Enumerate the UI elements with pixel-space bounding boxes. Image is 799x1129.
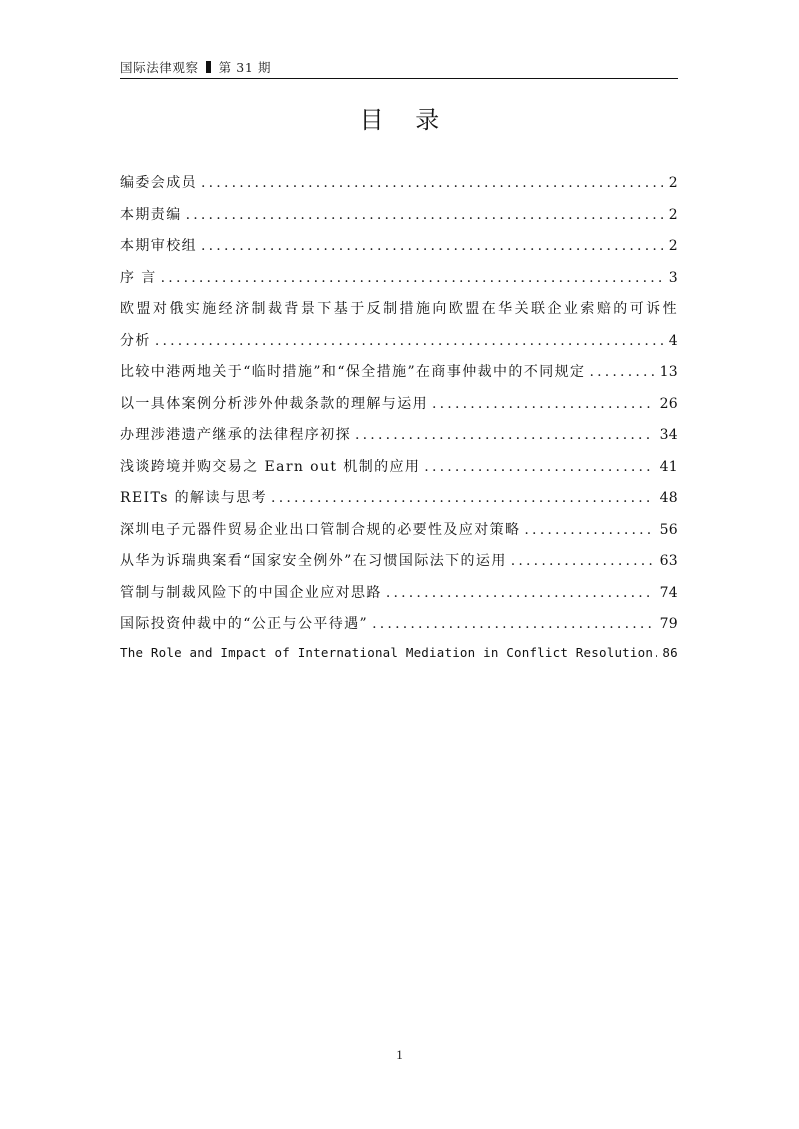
toc-entry-title-line1: 欧盟对俄实施经济制裁背景下基于反制措施向欧盟在华关联企业索赔的可诉性	[120, 301, 678, 317]
toc-entry-page: 86	[662, 644, 678, 660]
issue-number: 第 31 期	[218, 60, 272, 75]
toc-entry-title: 办理涉港遗产继承的法律程序初探	[120, 427, 351, 443]
toc-entry-preface[interactable]	[120, 267, 678, 299]
toc-entry-page: 56	[659, 521, 678, 538]
header-separator-bar	[206, 61, 211, 73]
dot-leader	[589, 364, 653, 380]
toc-entry-page: 63	[659, 553, 678, 569]
dot-leader	[201, 175, 663, 191]
toc-entry-eu-sanctions-article[interactable]	[120, 298, 678, 361]
header-rule	[120, 78, 678, 79]
toc-entry-title: REITs 的解读与思考	[120, 490, 268, 506]
running-header	[120, 58, 678, 76]
dot-leader	[271, 490, 654, 506]
dot-leader	[653, 645, 657, 660]
table-of-contents	[120, 172, 678, 676]
toc-entry-arbitration-clause-article[interactable]	[120, 393, 678, 425]
publication-name: 国际法律观察	[120, 60, 199, 75]
dot-leader	[432, 396, 654, 412]
page-number: 1	[396, 1047, 403, 1062]
toc-entry-international-mediation-article[interactable]	[120, 645, 678, 677]
toc-entry-editorial-board[interactable]	[120, 172, 678, 204]
toc-entry-title: 本期审校组	[120, 238, 197, 254]
dot-leader	[424, 459, 653, 475]
toc-entry-title: 序 言	[120, 269, 157, 286]
toc-entry-page: 2	[668, 238, 678, 254]
toc-entry-title: 深圳电子元器件贸易企业出口管制合规的必要性及应对策略	[120, 521, 521, 538]
toc-entry-page: 4	[668, 332, 678, 349]
dot-leader	[372, 616, 653, 632]
toc-entry-title: 比较中港两地关于“临时措施”和“保全措施”在商事仲裁中的不同规定	[120, 364, 586, 380]
page-title: 目 录	[359, 106, 452, 134]
toc-entry-page: 2	[668, 175, 678, 191]
toc-entry-hk-inheritance-article[interactable]	[120, 424, 678, 456]
toc-entry-sanctions-risk-article[interactable]	[120, 582, 678, 614]
toc-entry-export-control-article[interactable]	[120, 519, 678, 551]
toc-entry-page: 13	[659, 364, 678, 380]
toc-entry-page: 48	[659, 490, 678, 506]
toc-entry-page: 74	[659, 584, 678, 601]
toc-entry-page: 3	[668, 269, 678, 286]
toc-entry-title: 以一具体案例分析涉外仲裁条款的理解与运用	[120, 395, 428, 412]
toc-entry-review-team[interactable]	[120, 235, 678, 267]
toc-entry-title: 浅谈跨境并购交易之 Earn out 机制的应用	[120, 458, 421, 475]
dot-leader	[161, 270, 663, 286]
toc-entry-title: 分析	[120, 332, 151, 349]
toc-entry-earn-out-article[interactable]	[120, 456, 678, 488]
toc-entry-reits-article[interactable]	[120, 487, 678, 519]
dot-leader	[355, 427, 654, 443]
toc-entry-issue-editors[interactable]	[120, 204, 678, 236]
toc-entry-title: 本期责编	[120, 206, 182, 223]
toc-entry-page: 26	[659, 395, 678, 412]
toc-entry-page: 79	[659, 616, 678, 632]
dot-leader	[155, 333, 663, 349]
dot-leader	[201, 238, 663, 254]
toc-entry-interim-measures-article[interactable]	[120, 361, 678, 393]
dot-leader	[524, 522, 653, 538]
toc-entry-page: 34	[659, 427, 678, 443]
toc-entry-page: 2	[668, 206, 678, 223]
dot-leader	[186, 207, 663, 223]
toc-entry-title: The Role and Impact of International Mediation in Conflict Resolution	[120, 644, 654, 660]
toc-entry-title: 管制与制裁风险下的中国企业应对思路	[120, 584, 382, 601]
dot-leader	[386, 585, 654, 601]
toc-entry-huawei-sweden-article[interactable]	[120, 550, 678, 582]
toc-entry-fair-equitable-treatment-article[interactable]	[120, 613, 678, 645]
toc-entry-title: 从华为诉瑞典案看“国家安全例外”在习惯国际法下的运用	[120, 553, 507, 569]
toc-entry-page: 41	[659, 458, 678, 475]
dot-leader	[511, 553, 654, 569]
toc-entry-title: 国际投资仲裁中的“公正与公平待遇”	[120, 616, 369, 632]
toc-entry-title: 编委会成员	[120, 175, 197, 191]
